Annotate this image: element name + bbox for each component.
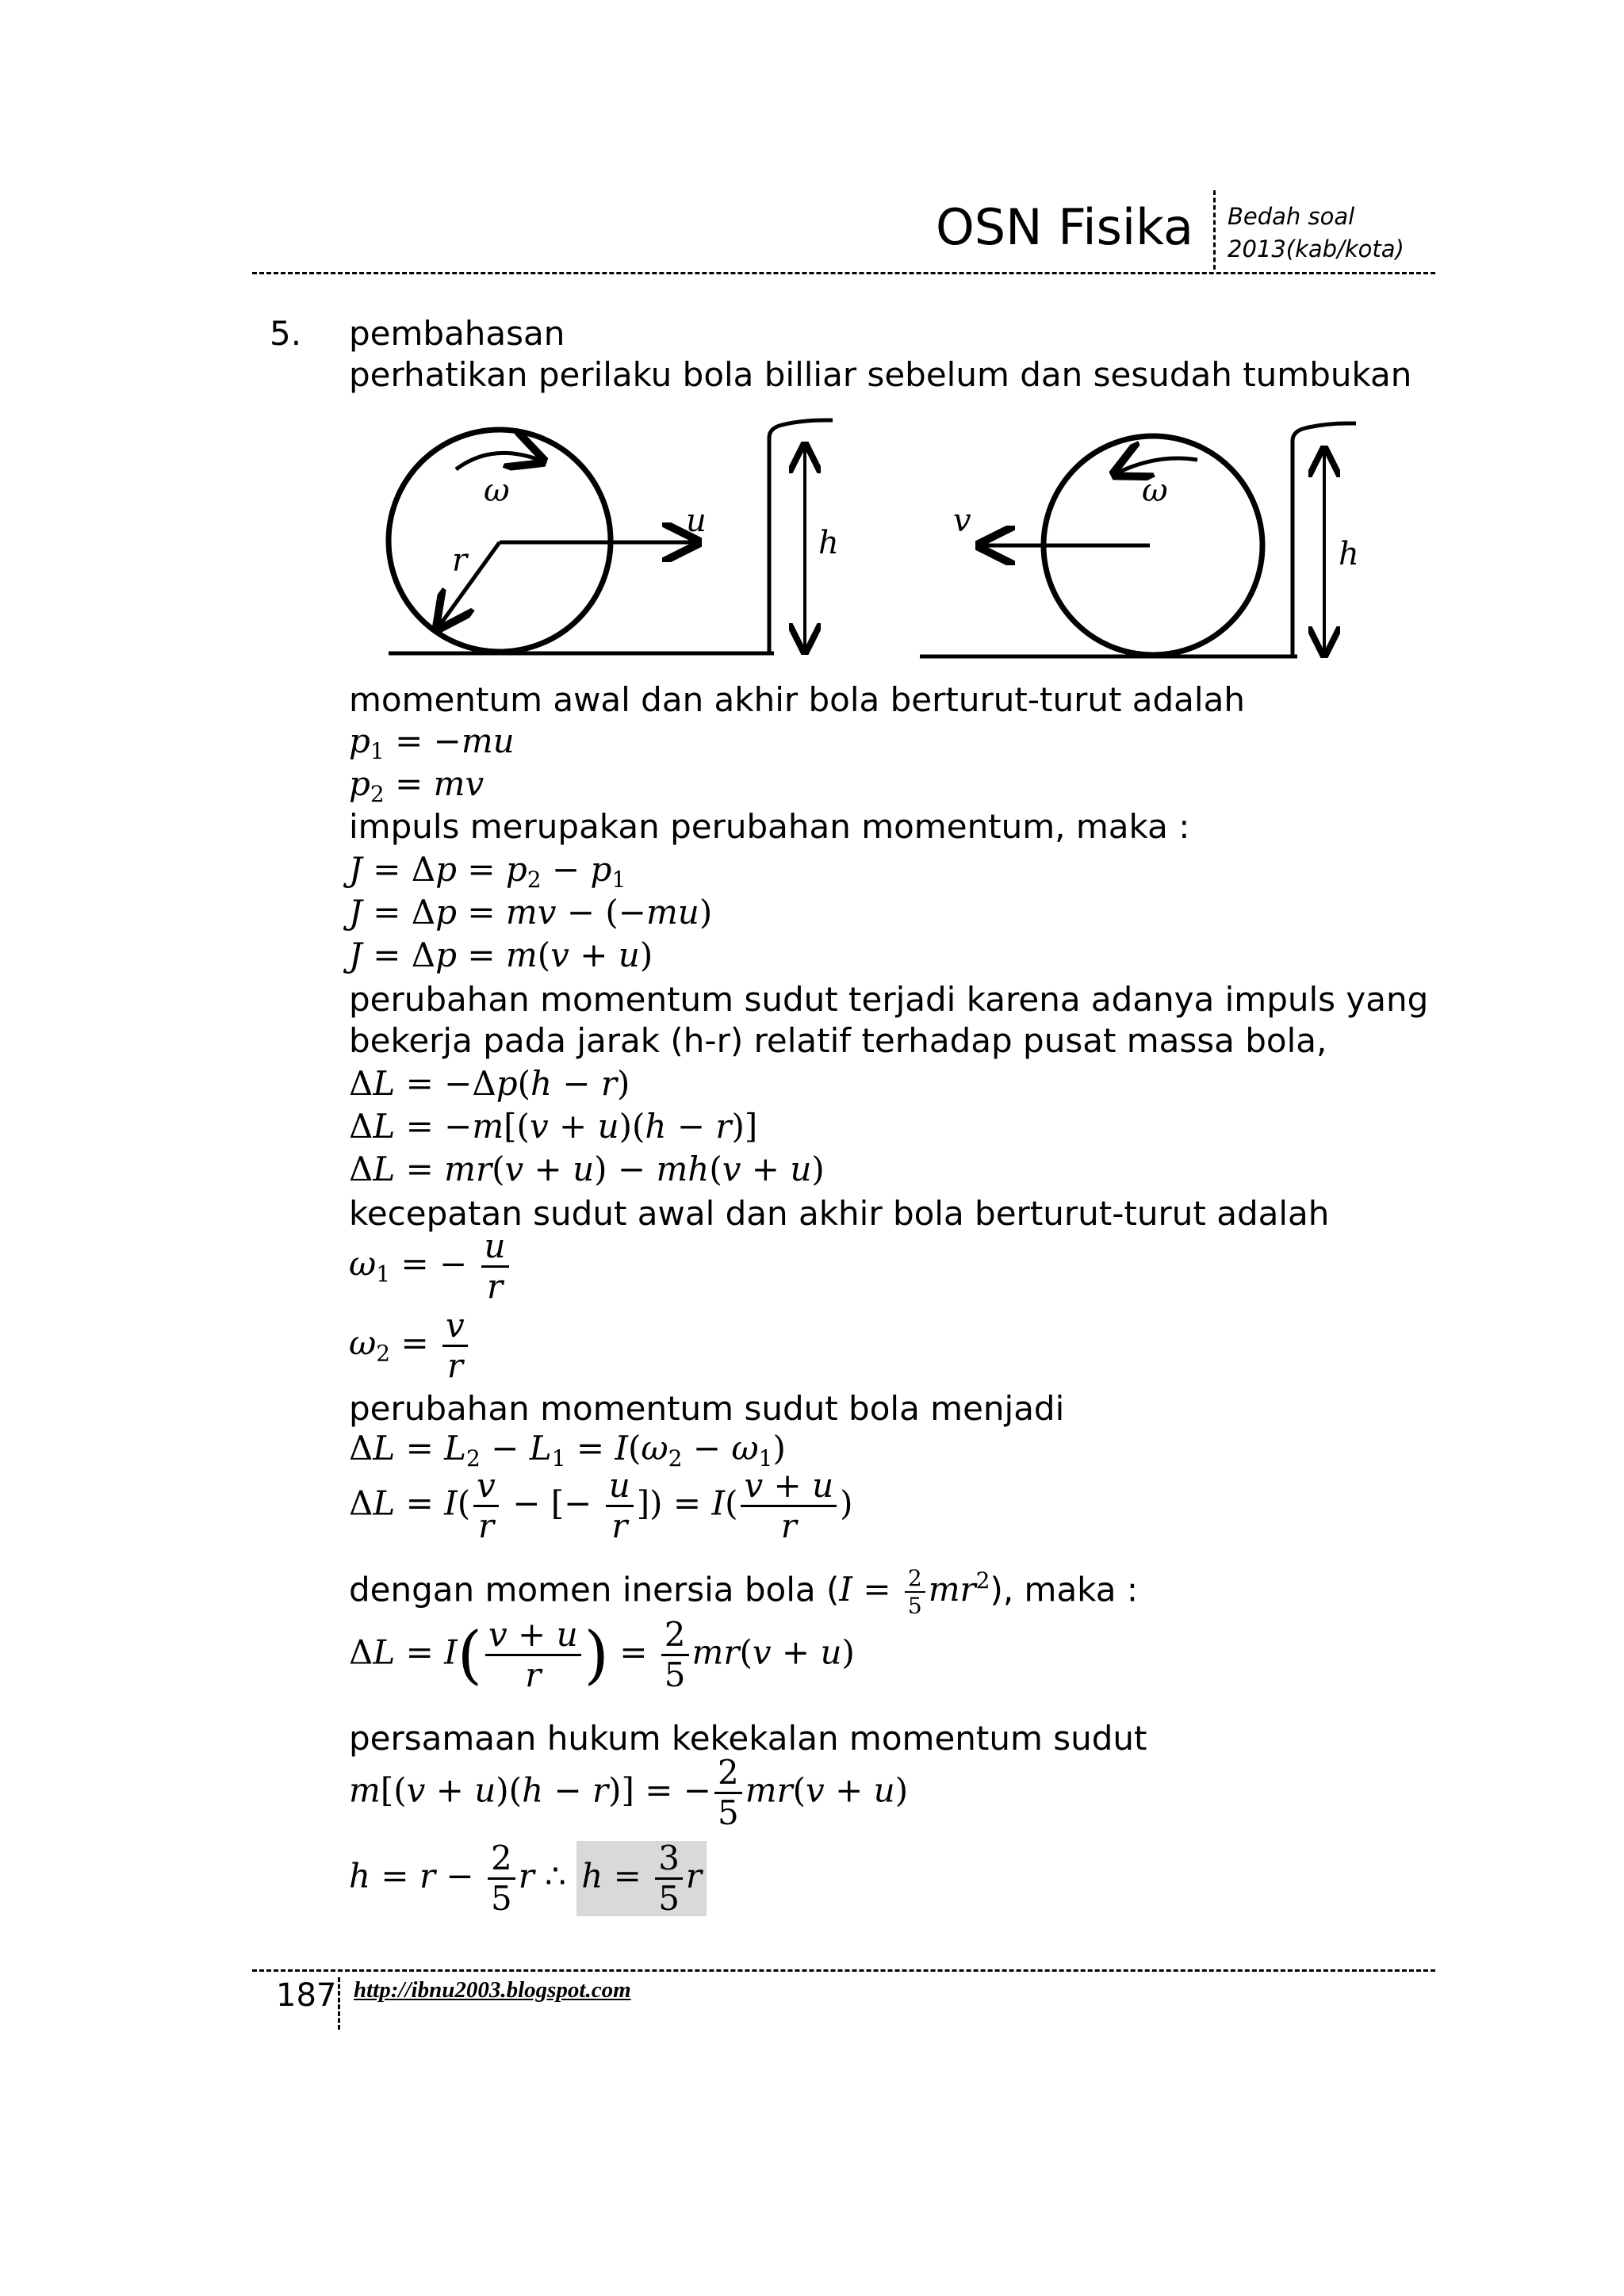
eq-result: h = r − $\frac{2}{5}$ r ∴ h = $\frac{3}{5}$ r <box>349 1841 707 1916</box>
omega-arrow-left <box>456 453 539 469</box>
header-title: OSN Fisika <box>936 198 1193 256</box>
header-rule <box>252 272 1435 274</box>
eq-j2: J = Δp = mv − (−mu) <box>349 893 713 932</box>
r-arrow <box>440 542 500 625</box>
h-label-left: h <box>818 525 839 561</box>
diagram-after <box>920 423 1359 656</box>
eq-dl2: ΔL = −m[(v + u)(h − r)] <box>349 1107 758 1146</box>
text-inersia: dengan momen inersia bola (I = $\frac{2}{5}$ $mr^2$), maka : <box>349 1565 1138 1620</box>
text-kekekalan: persamaan hukum kekekalan momentum sudut <box>349 1719 1147 1758</box>
r-label-left: r <box>452 542 468 579</box>
h-label-right: h <box>1339 536 1359 572</box>
header-divider <box>1213 190 1216 270</box>
text-momentum: momentum awal dan akhir bola berturut-turut adalah <box>349 680 1245 719</box>
eq-p2: $p_2$ = mv <box>349 764 485 807</box>
answer-highlight: h = $\frac{3}{5}$ r <box>576 1841 707 1916</box>
omega-label-left: ω <box>484 473 510 509</box>
text-kecepatan: kecepatan sudut awal dan akhir bola berturut-turut adalah <box>349 1194 1330 1233</box>
problem-intro: perhatikan perilaku bola billiar sebelum dan sesudah tumbukan <box>349 355 1412 394</box>
eq-j1: $J = \Delta p = p_2 - p_1$ <box>349 850 626 893</box>
eq-omega2: $\omega_2$ = $\frac{v}{r}$ <box>349 1308 471 1383</box>
text-angular-2: bekerja pada jarak (h-r) relatif terhadap pusat massa bola, <box>349 1021 1327 1060</box>
header-subtitle-2: 2013(kab/kota) <box>1228 235 1404 262</box>
eq-j3: J = Δp = m(v + u) <box>349 936 653 974</box>
text-impuls: impuls merupakan perubahan momentum, maka : <box>349 807 1190 846</box>
billiard-diagram <box>349 412 1411 682</box>
page-number: 187 <box>276 1977 337 2014</box>
problem-heading: pembahasan <box>349 314 565 353</box>
footer-url-link[interactable]: http://ibnu2003.blogspot.com <box>354 1977 631 2003</box>
eq-dl5: ΔL = I( $\frac{v}{r}$ − [− $\frac{u}{r}$ ]) = I( $\frac{v + u}{r}$ ) <box>349 1466 853 1546</box>
footer-divider <box>338 1977 340 2030</box>
text-perubahan: perubahan momentum sudut bola menjadi <box>349 1389 1065 1428</box>
footer-rule <box>252 1969 1435 1972</box>
text-angular-1: perubahan momentum sudut terjadi karena adanya impuls yang <box>349 980 1429 1019</box>
eq-dl6: ΔL = I( $\frac{v + u}{r}$ ) = $\frac{2}{5}$ mr(v + u) <box>349 1615 855 1695</box>
header-subtitle-1: Bedah soal <box>1228 203 1355 230</box>
eq-conservation: m[(v + u)(h − r)] = − $\frac{2}{5}$ mr(v + u) <box>349 1753 909 1833</box>
eq-dl1: ΔL = −Δp(h − r) <box>349 1064 630 1103</box>
v-label: v <box>953 503 971 539</box>
diagram-before <box>389 420 839 653</box>
eq-p1: $p_1 = -mu$ <box>349 721 515 764</box>
eq-dl4: $\Delta L = L_2 - L_1 = I(\omega_2 - \omega_1)$ <box>349 1429 786 1471</box>
omega-arrow-right <box>1118 458 1197 473</box>
eq-dl3: ΔL = mr(v + u) − mh(v + u) <box>349 1150 825 1188</box>
omega-label-right: ω <box>1142 473 1168 509</box>
problem-number: 5. <box>270 314 302 353</box>
eq-omega1: $\omega_1$ = − $\frac{u}{r}$ <box>349 1229 512 1304</box>
u-label: u <box>686 503 707 539</box>
